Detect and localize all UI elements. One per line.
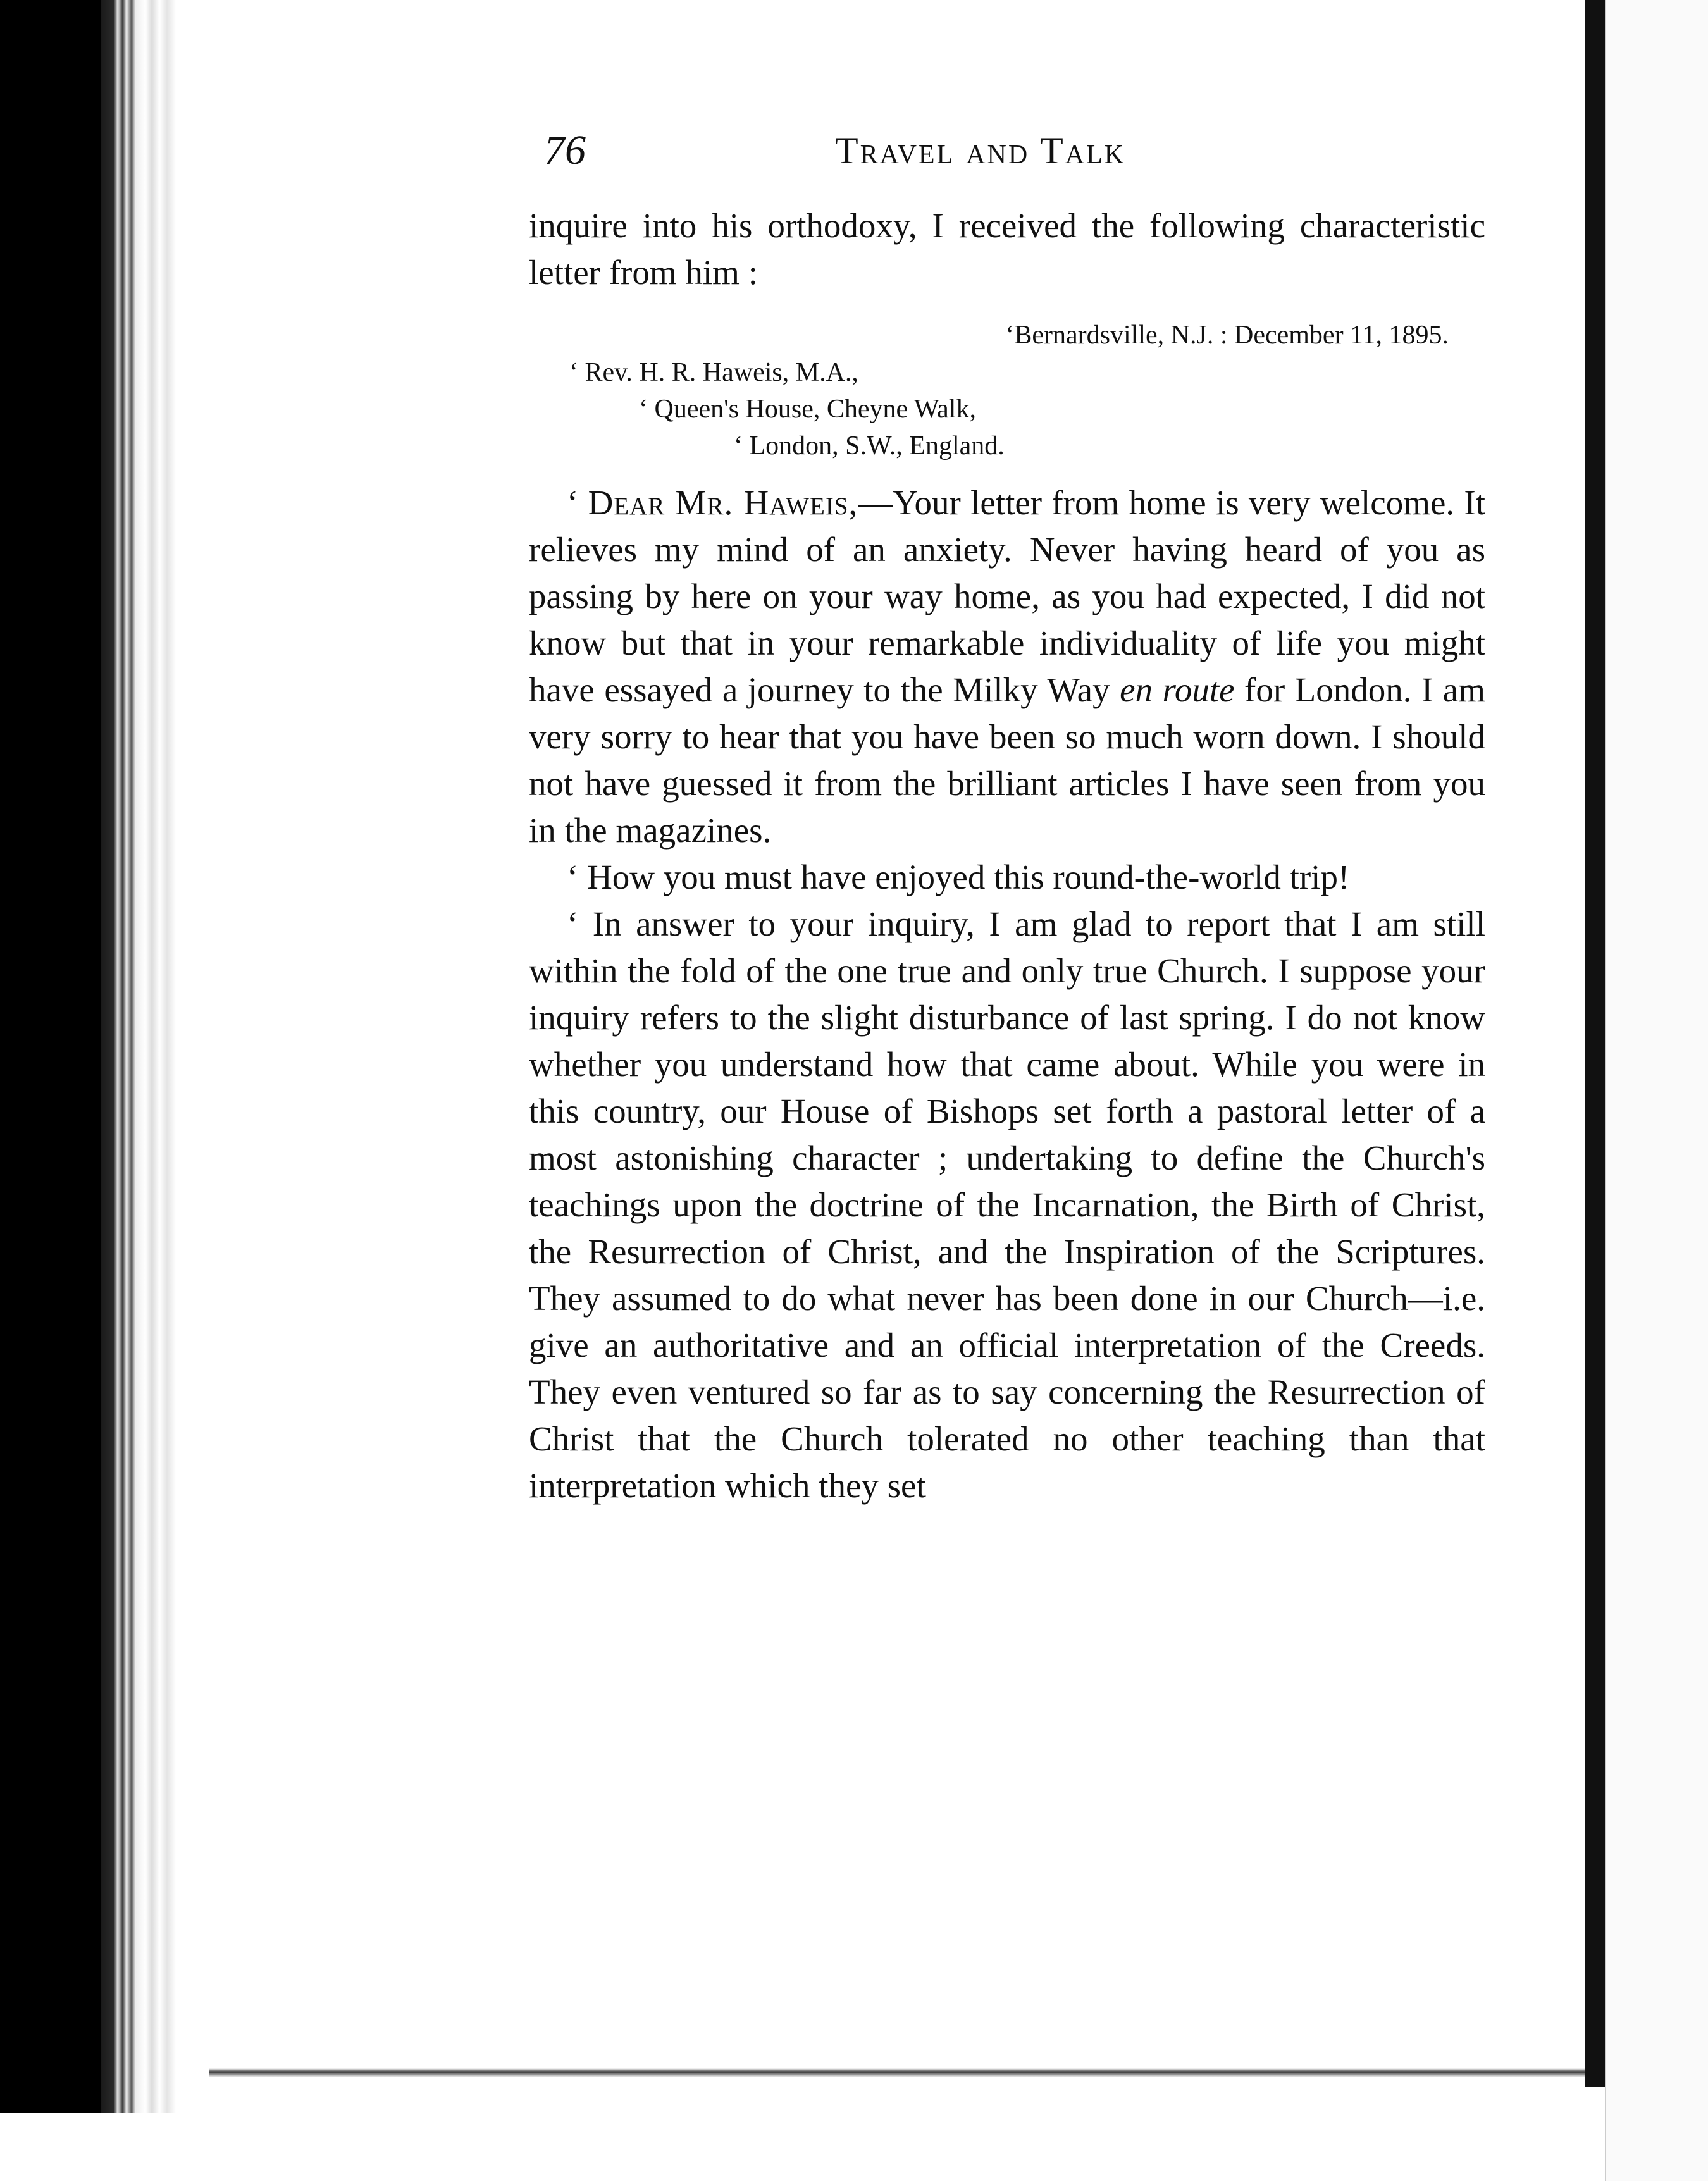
letter-paragraph: ‘ In answer to your inquiry, I am glad to report that I am still within the fold of the one true and only true Church. I suppose your inquiry refers to the slight disturbance of last spring. I do not know whether you understand how that came about. While you were in this country, our House of Bishops set forth a pastoral letter of a most astonishing character ; undertaking to define the Church's teachings upon the doctrine of the Incarnation, the Birth of Christ, the Resurrection of Christ, and the Inspiration of the Scriptures. They assumed to do what never has been done in our Church—i.e. give an authoritative and an official interpretation of the Creeds. They even ventured so far as to say concerning the Resurrection of Christ that the Church tolerated no other teaching than that interpretation which they set	[529, 905, 1485, 1505]
page-number: 76	[544, 127, 586, 173]
salutation: Dear Mr. Haweis,	[588, 483, 858, 522]
facing-page-edge	[1605, 0, 1708, 2181]
address-line: ‘ Rev. H. R. Haweis, M.A.,	[569, 358, 858, 387]
letter-paragraph	[529, 479, 1485, 854]
scan-background-bottom	[0, 2113, 1708, 2181]
page-bottom-edge	[209, 2068, 1600, 2077]
running-title: Travel and Talk	[835, 130, 1126, 171]
paragraph-text: for London. I am very sorry to hear that you have been so much worn down. I should not have guessed it from the brilliant articles I have seen from you in the magazines.	[529, 670, 1485, 850]
italic-phrase: en route	[1120, 670, 1235, 709]
book-gutter	[1585, 0, 1605, 2087]
letter-paragraph: ‘ How you must have enjoyed this round-the-world trip!	[567, 858, 1350, 896]
intro-paragraph	[529, 202, 1485, 296]
letter-dateline: ‘Bernardsville, N.J. : December 11, 1895.	[1005, 321, 1449, 350]
page-edges	[101, 0, 291, 2113]
letter-body	[529, 479, 1485, 1509]
address-line: ‘ London, S.W., England.	[734, 431, 1005, 460]
address-line: ‘ Queen's House, Cheyne Walk,	[639, 395, 976, 424]
intro-text: inquire into his orthodoxy, I received the following characteristic letter from him :	[529, 206, 1485, 292]
paragraph-text: —Your letter from home is very welcome. It relieves my mind of an anxiety. Never having heard of you as passing by here on your way home, as you had expected, I did not know but that in your remarkable individuality of life you might have essayed a journey to the Milky Way	[529, 483, 1485, 709]
scan-background-left	[0, 0, 114, 2181]
letter-address	[569, 354, 1202, 464]
open-quote: ‘	[567, 483, 588, 522]
running-head	[544, 127, 1493, 177]
